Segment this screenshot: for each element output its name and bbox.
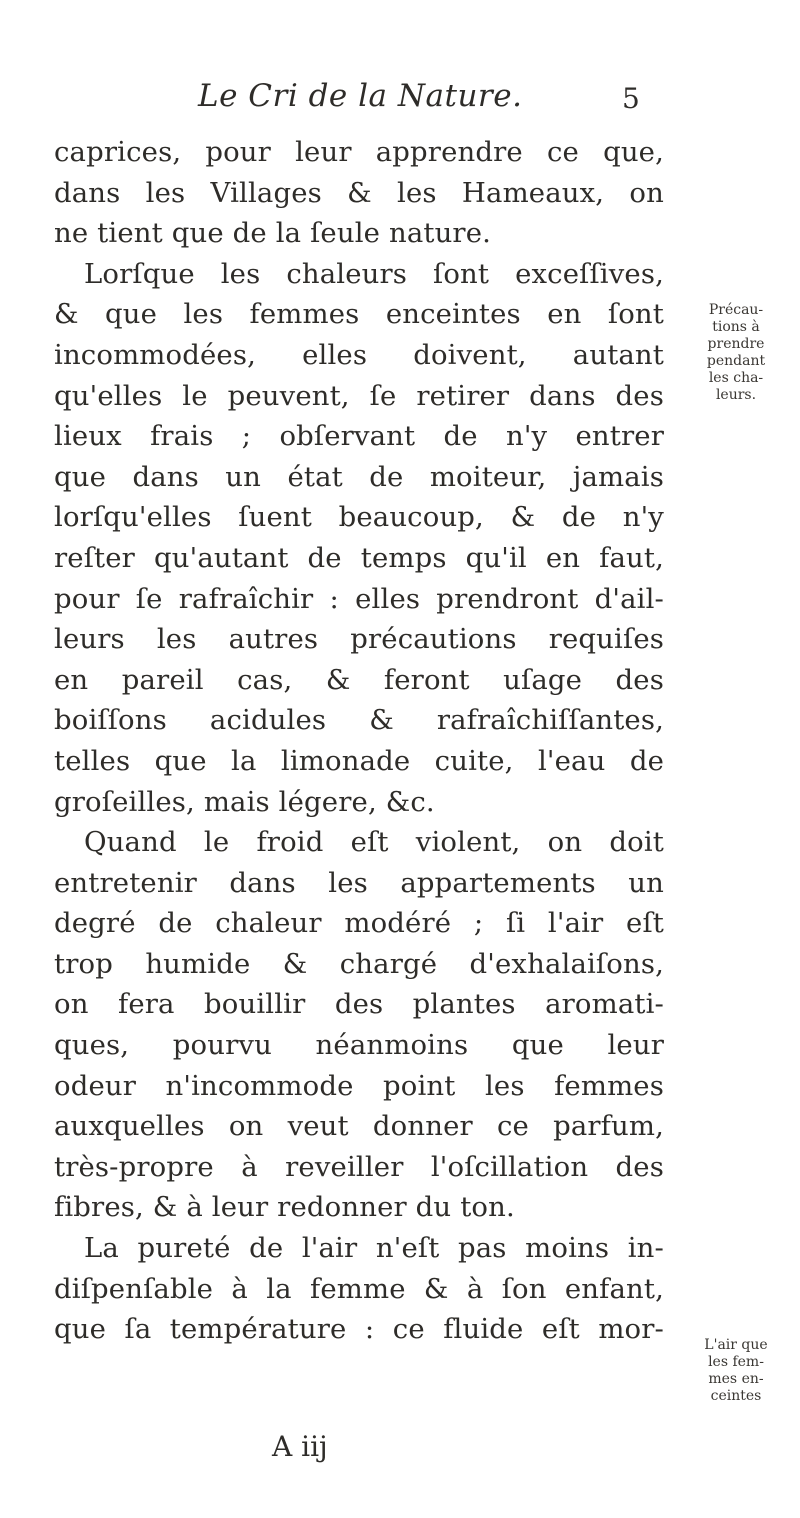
margin-note-line: ceintes: [710, 1388, 762, 1404]
page-header: [54, 78, 654, 118]
text-line: très-propre à reveiller l'oſcillation des: [54, 1150, 664, 1183]
paragraph-start-line: Quand le froid eſt violent, on doit: [84, 826, 664, 859]
text-line: pour ſe rafraîchir : elles prendront d'ail-: [54, 582, 664, 615]
margin-note-line: les fem-: [708, 1354, 764, 1370]
page-number: 5: [622, 82, 640, 115]
signature-mark: A iij: [272, 1430, 328, 1463]
text-line: ques, pourvu néanmoins que leur: [54, 1029, 664, 1062]
margin-note-line: prendre: [707, 336, 765, 352]
text-line: leurs les autres précautions requiſes: [54, 623, 664, 656]
text-line: que dans un état de moiteur, jamais: [54, 460, 664, 493]
text-line: caprices, pour leur apprendre ce que,: [54, 136, 664, 168]
margin-note-line: pendant: [706, 353, 766, 369]
margin-note-line: mes en-: [708, 1371, 764, 1387]
text-line: boiſſons acidules & rafraîchiſſantes,: [54, 704, 664, 737]
running-title: Le Cri de la Nature.: [198, 78, 523, 114]
text-line: entretenir dans les appartements un: [54, 866, 664, 899]
text-line: incommodées, elles doivent, autant: [54, 338, 664, 371]
text-line: qu'elles le peuvent, ſe retirer dans des: [54, 379, 664, 412]
paragraph-start-line: Lorſque les chaleurs ſont exceſſives,: [84, 257, 664, 290]
margin-note-air-pregnant-women: [690, 1337, 782, 1405]
margin-note-line: Précau-: [708, 302, 764, 318]
text-line: & que les femmes enceintes en ſont: [54, 298, 664, 331]
margin-note-line: L'air que: [704, 1337, 768, 1353]
text-line: odeur n'incommode point les femmes: [54, 1069, 664, 1102]
text-line: ne tient que de la ſeule nature.: [54, 217, 492, 250]
text-line: fibres, & à leur redonner du ton.: [54, 1191, 515, 1224]
margin-note-line: tions à: [712, 319, 760, 335]
text-line: telles que la limonade cuite, l'eau de: [54, 744, 664, 777]
text-line: on fera bouillir des plantes aromati-: [54, 988, 664, 1021]
text-line: groſeilles, mais légere, &c.: [54, 785, 435, 818]
paragraph-start-line: La pureté de l'air n'eſt pas moins in-: [84, 1232, 664, 1265]
text-line: en pareil cas, & feront uſage des: [54, 663, 664, 696]
text-line: dans les Villages & les Hameaux, on: [54, 176, 664, 209]
text-line: trop humide & chargé d'exhalaiſons,: [54, 947, 664, 980]
margin-note-line: les cha-: [708, 370, 764, 386]
body-text: [54, 132, 664, 1350]
text-line: lieux frais ; obſervant de n'y entrer: [54, 420, 664, 453]
text-line: que ſa température : ce fluide eſt mor-: [54, 1313, 664, 1346]
text-line: reſter qu'autant de temps qu'il en faut,: [54, 541, 664, 574]
text-line: diſpenſable à la femme & à ſon enfant,: [54, 1272, 664, 1305]
margin-note-heat-precautions: [690, 302, 782, 404]
text-line: lorſqu'elles ſuent beaucoup, & de n'y: [54, 501, 664, 534]
text-line: degré de chaleur modéré ; ſi l'air eſt: [54, 907, 664, 940]
text-line: auxquelles on veut donner ce parfum,: [54, 1110, 664, 1143]
margin-note-line: leurs.: [715, 387, 757, 403]
